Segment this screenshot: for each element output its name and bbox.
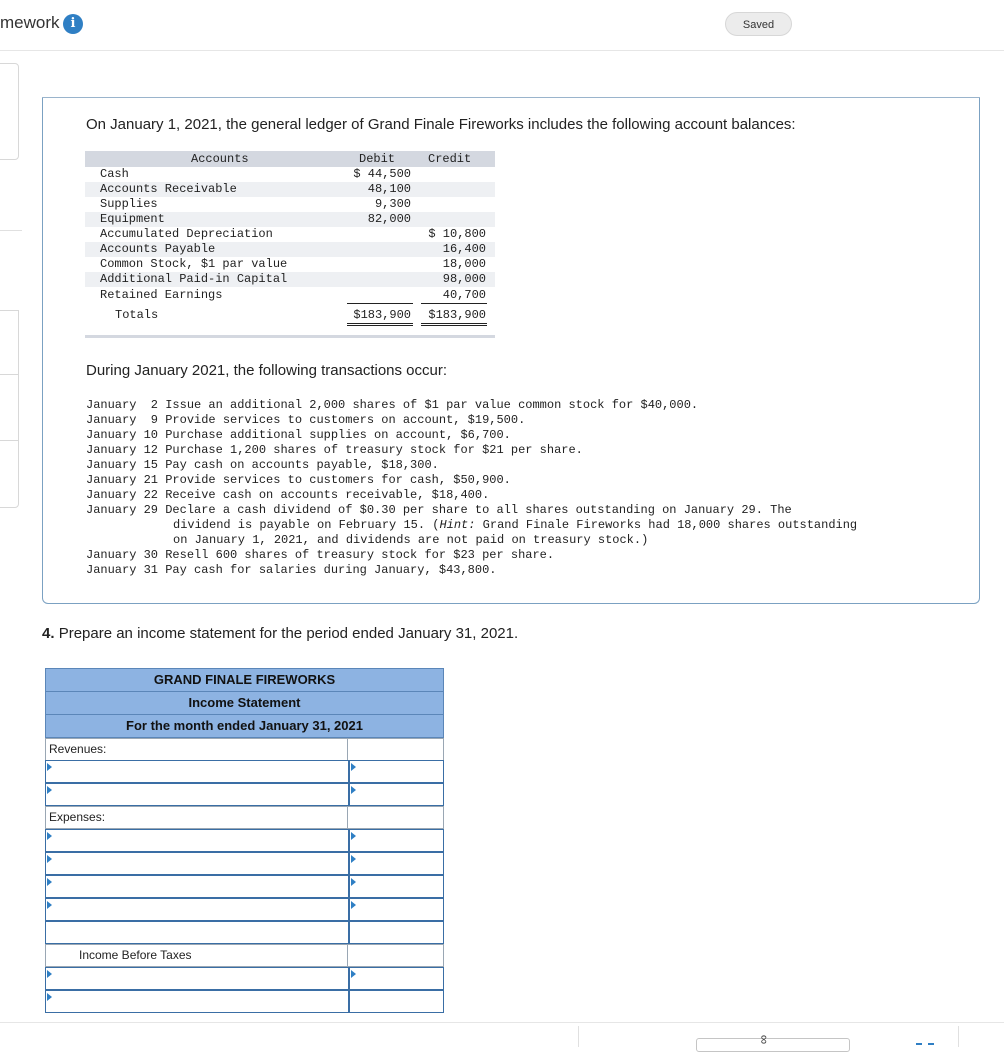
part-4-prompt (42, 625, 518, 642)
expenses-header-row (45, 806, 444, 829)
dropdown-arrow-icon (47, 993, 52, 1001)
hint-label: Hint: (439, 518, 476, 532)
statement-period: For the month ended January 31, 2021 (45, 714, 444, 738)
footer-divider (0, 1022, 1004, 1023)
dropdown-arrow-icon (351, 878, 356, 886)
ledger-row (85, 212, 495, 227)
dropdown-arrow-icon (47, 855, 52, 863)
dropdown-arrow-icon (47, 901, 52, 909)
ledger-row (85, 167, 495, 182)
credit-value: $ 10,800 (428, 227, 486, 241)
dropdown-arrow-icon (351, 970, 356, 978)
transaction-item: January 21 Provide services to customers for cash, $50,900. (86, 473, 511, 487)
question-intro: On January 1, 2021, the general ledger of Grand Finale Fireworks includes the following account balances: (86, 116, 796, 133)
dropdown-arrow-icon (47, 786, 52, 794)
transaction-item: January 2 Issue an additional 2,000 shares of $1 par value common stock for $40,000. (86, 398, 699, 412)
left-rail-card[interactable] (0, 374, 19, 442)
column-divider (347, 807, 348, 828)
expense-total-label-cell (47, 924, 347, 941)
transaction-item: January 15 Pay cash on accounts payable, $18,300. (86, 458, 439, 472)
net-income-row (45, 990, 444, 1013)
page-navigator[interactable] (696, 1038, 850, 1052)
ledger-header (85, 151, 495, 167)
account-name: Accumulated Depreciation (100, 227, 273, 241)
debit-header: Debit (359, 152, 396, 166)
link-icon[interactable]: ∞ (757, 1034, 773, 1045)
dropdown-arrow-icon (351, 855, 356, 863)
total-rule (347, 323, 413, 324)
dropdown-arrow-icon (47, 832, 52, 840)
credit-value: 18,000 (442, 257, 486, 271)
revenue-input-row (45, 760, 444, 783)
ledger-totals-row (85, 308, 495, 323)
transaction-item: January 29 Declare a cash dividend of $0.30 per share to all shares outstanding on January 29. The (86, 503, 792, 517)
debit-value: 82,000 (367, 212, 411, 226)
dropdown-arrow-icon (47, 878, 52, 886)
account-name: Supplies (100, 197, 158, 211)
account-name: Accounts Receivable (100, 182, 237, 196)
grid-icon[interactable] (916, 1043, 934, 1045)
expense-total-row (45, 921, 444, 944)
account-select[interactable] (47, 993, 347, 1010)
column-divider (348, 899, 350, 920)
revenues-header-row (45, 738, 444, 761)
dropdown-arrow-icon (351, 763, 356, 771)
statement-title: Income Statement (45, 691, 444, 715)
transaction-continuation: dividend is payable on February 15. (Hint: Grand Finale Fireworks had 18,000 shares outstanding (173, 518, 858, 532)
ledger-row (85, 227, 495, 242)
left-rail-card[interactable] (0, 63, 19, 160)
account-select[interactable] (47, 970, 347, 987)
column-divider (348, 876, 350, 897)
revenues-label: Revenues: (49, 742, 107, 756)
part-number: 4. (42, 625, 55, 642)
account-name: Cash (100, 167, 129, 181)
account-name: Additional Paid-in Capital (100, 272, 288, 286)
expense-input-row (45, 898, 444, 921)
ledger-row (85, 197, 495, 212)
info-icon[interactable]: i (63, 14, 83, 34)
dropdown-arrow-icon (351, 832, 356, 840)
column-divider (348, 761, 350, 782)
rail-divider (0, 230, 22, 231)
revenue-input-row (45, 783, 444, 806)
column-divider (348, 991, 350, 1012)
footer-separator (958, 1026, 959, 1047)
company-name: GRAND FINALE FIREWORKS (45, 668, 444, 692)
column-divider (348, 830, 350, 851)
ledger-row (85, 272, 495, 287)
debit-value: 48,100 (367, 182, 411, 196)
ledger-row (85, 242, 495, 257)
ledger-bottom-bar (85, 335, 495, 338)
credit-header: Credit (428, 152, 472, 166)
saved-status-badge: Saved (725, 12, 792, 36)
expense-account-select[interactable] (47, 832, 347, 849)
expense-amount-input[interactable] (351, 901, 441, 918)
account-name: Retained Earnings (100, 288, 223, 302)
credit-value: 16,400 (442, 242, 486, 256)
revenue-amount-input[interactable] (351, 786, 441, 803)
debit-value: 9,300 (374, 197, 411, 211)
footer-separator (578, 1026, 579, 1047)
left-rail-card[interactable] (0, 440, 19, 508)
revenue-account-select[interactable] (47, 786, 347, 803)
tax-input-row (45, 967, 444, 990)
total-expenses-input[interactable] (351, 924, 441, 941)
credit-value: 40,700 (442, 288, 486, 302)
expense-amount-input[interactable] (351, 878, 441, 895)
transaction-item: January 22 Receive cash on accounts receivable, $18,400. (86, 488, 490, 502)
revenue-amount-input[interactable] (351, 763, 441, 780)
column-divider (347, 945, 348, 966)
credit-value: 98,000 (442, 272, 486, 286)
income-before-taxes-label: Income Before Taxes (79, 948, 192, 962)
left-rail-card[interactable] (0, 310, 19, 376)
dropdown-arrow-icon (47, 970, 52, 978)
expense-account-select[interactable] (47, 855, 347, 872)
part-prompt: Prepare an income statement for the period ended January 31, 2021. (58, 625, 519, 642)
total-rule (421, 323, 487, 324)
transaction-item: January 30 Resell 600 shares of treasury stock for $23 per share. (86, 548, 555, 562)
account-name: Equipment (100, 212, 165, 226)
expense-account-select[interactable] (47, 878, 347, 895)
dropdown-arrow-icon (351, 786, 356, 794)
debit-value: $ 44,500 (353, 167, 411, 181)
assignment-title: mework (0, 13, 60, 32)
total-rule (347, 303, 413, 304)
accounts-header: Accounts (191, 152, 249, 166)
amount-input[interactable] (351, 970, 441, 987)
transaction-continuation: on January 1, 2021, and dividends are not paid on treasury stock.) (173, 533, 649, 547)
amount-input[interactable] (351, 993, 441, 1010)
account-name: Common Stock, $1 par value (100, 257, 288, 271)
expense-input-row (45, 852, 444, 875)
column-divider (348, 784, 350, 805)
total-debit: $183,900 (353, 308, 411, 322)
revenue-account-select[interactable] (47, 763, 347, 780)
dropdown-arrow-icon (351, 901, 356, 909)
dropdown-arrow-icon (47, 763, 52, 771)
ledger-row (85, 288, 495, 303)
transaction-item: January 9 Provide services to customers on account, $19,500. (86, 413, 526, 427)
ledger-row (85, 257, 495, 272)
total-rule (421, 325, 487, 326)
expense-amount-input[interactable] (351, 855, 441, 872)
account-name: Accounts Payable (100, 242, 216, 256)
ledger-row (85, 182, 495, 197)
transaction-item: January 12 Purchase 1,200 shares of treasury stock for $21 per share. (86, 443, 583, 457)
income-before-taxes-row (45, 944, 444, 967)
expense-amount-input[interactable] (351, 832, 441, 849)
total-credit: $183,900 (428, 308, 486, 322)
totals-label: Totals (115, 308, 159, 322)
total-rule (347, 325, 413, 326)
column-divider (348, 853, 350, 874)
transaction-list (86, 398, 857, 578)
expense-account-select[interactable] (47, 901, 347, 918)
column-divider (348, 968, 350, 989)
expense-input-row (45, 829, 444, 852)
column-divider (347, 739, 348, 760)
expense-input-row (45, 875, 444, 898)
column-divider (348, 922, 350, 943)
transactions-intro: During January 2021, the following transactions occur: (86, 362, 448, 379)
expenses-label: Expenses: (49, 810, 106, 824)
top-bar (0, 0, 1004, 51)
transaction-item: January 31 Pay cash for salaries during January, $43,800. (86, 563, 497, 577)
transaction-item: January 10 Purchase additional supplies on account, $6,700. (86, 428, 511, 442)
total-rule (421, 303, 487, 304)
